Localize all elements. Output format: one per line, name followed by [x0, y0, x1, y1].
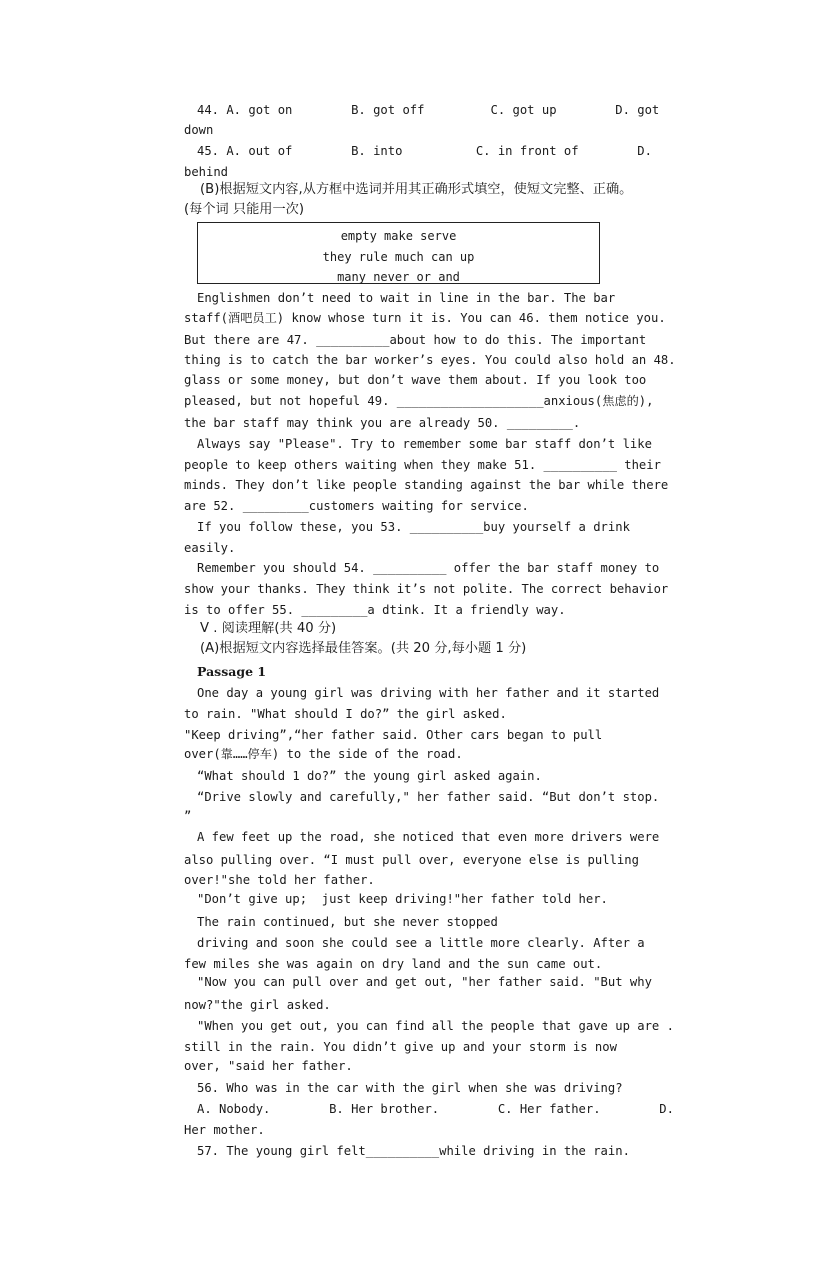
passage-1-line: A few feet up the road, she noticed that even more drivers were	[197, 830, 660, 844]
passage-1-line: few miles she was again on dry land and the sun came out.	[184, 957, 603, 971]
question-56-options-cont: Her mother.	[184, 1123, 265, 1137]
section-b-instruction: (B)根据短文内容,从方框中选词并用其正确形式填空，使短文完整、正确。	[200, 182, 633, 197]
passage-1-line: “What should 1 do?” the young girl asked again.	[197, 769, 542, 783]
passage-b-line: pleased, but not hopeful 49. ____________________anxious(焦虑的),	[184, 394, 654, 408]
question-44-options: 44. A. got on B. got off C. got up D. got	[197, 103, 660, 117]
section-b-instruction-cont: (每个词 只能用一次)	[184, 202, 304, 217]
passage-1-line: to rain. "What should I do?” the girl asked.	[184, 707, 507, 721]
passage-1-line: still in the rain. You didn’t give up and your storm is now	[184, 1040, 617, 1054]
word-bank-row: they rule much can up	[322, 250, 475, 264]
passage-b-line: are 52. _________customers waiting for service.	[184, 499, 529, 513]
passage-b-line: Englishmen don’t need to wait in line in the bar. The bar	[197, 291, 616, 305]
passage-1-line: over!"she told her father.	[184, 873, 375, 887]
passage-1-line: over, "said her father.	[184, 1059, 353, 1073]
passage-1-title: Passage 1	[197, 664, 267, 679]
passage-b-line: Always say "Please". Try to remember some bar staff don’t like	[197, 437, 652, 451]
passage-1-line: "When you get out, you can find all the people that gave up are .	[197, 1019, 674, 1033]
question-45-options: 45. A. out of B. into C. in front of D.	[197, 144, 652, 158]
word-bank-row: empty make serve	[340, 229, 457, 243]
question-56-stem: 56. Who was in the car with the girl when she was driving?	[197, 1081, 623, 1095]
passage-b-line: But there are 47. __________about how to do this. The important	[184, 333, 647, 347]
passage-b-line: If you follow these, you 53. __________buy yourself a drink	[197, 520, 630, 534]
passage-1-line: also pulling over. “I must pull over, everyone else is pulling	[184, 853, 639, 867]
passage-b-line: thing is to catch the bar worker’s eyes. You could also hold an 48.	[184, 353, 676, 367]
passage-b-line: glass or some money, but don’t wave them about. If you look too	[184, 373, 647, 387]
passage-1-line: One day a young girl was driving with her father and it started	[197, 686, 660, 700]
passage-1-line: "Keep driving”,“her father said. Other cars began to pull	[184, 728, 603, 742]
passage-b-line: Remember you should 54. __________ offer the bar staff money to	[197, 561, 660, 575]
section-v-subtitle: (A)根据短文内容选择最佳答案。(共 20 分,每小题 1 分)	[200, 641, 527, 656]
passage-1-line: "Now you can pull over and get out, "her father said. "But why	[197, 975, 652, 989]
passage-b-line: minds. They don’t like people standing against the bar while there	[184, 478, 669, 492]
question-44-options-cont: down	[184, 123, 214, 137]
passage-b-line: people to keep others waiting when they make 51. __________ their	[184, 458, 661, 472]
passage-1-line: The rain continued, but she never stopped	[197, 915, 498, 929]
passage-1-line: driving and soon she could see a little more clearly. After a	[197, 936, 645, 950]
question-56-options: A. Nobody. B. Her brother. C. Her father. D.	[197, 1102, 674, 1116]
passage-b-line: staff(酒吧员工) know whose turn it is. You can 46. them notice you.	[184, 311, 666, 325]
section-v-title: V . 阅读理解(共 40 分)	[200, 621, 337, 636]
word-bank-box	[197, 222, 600, 284]
passage-b-line: show your thanks. They think it’s not polite. The correct behavior	[184, 582, 669, 596]
passage-1-line: "Don’t give up; just keep driving!"her father told her.	[197, 892, 608, 906]
passage-b-line: easily.	[184, 541, 236, 555]
passage-1-line: now?"the girl asked.	[184, 998, 331, 1012]
passage-b-line: is to offer 55. _________a dtink. It a friendly way.	[184, 603, 566, 617]
passage-1-line: ”	[184, 809, 192, 823]
word-bank-row: many never or and	[337, 270, 460, 284]
passage-1-line: over(靠……停车) to the side of the road.	[184, 747, 463, 761]
question-57-stem: 57. The young girl felt__________while driving in the rain.	[197, 1144, 630, 1158]
passage-1-line: “Drive slowly and carefully," her father said. “But don’t stop.	[197, 790, 660, 804]
question-45-options-cont: behind	[184, 165, 229, 179]
passage-b-line: the bar staff may think you are already 50. _________.	[184, 416, 581, 430]
